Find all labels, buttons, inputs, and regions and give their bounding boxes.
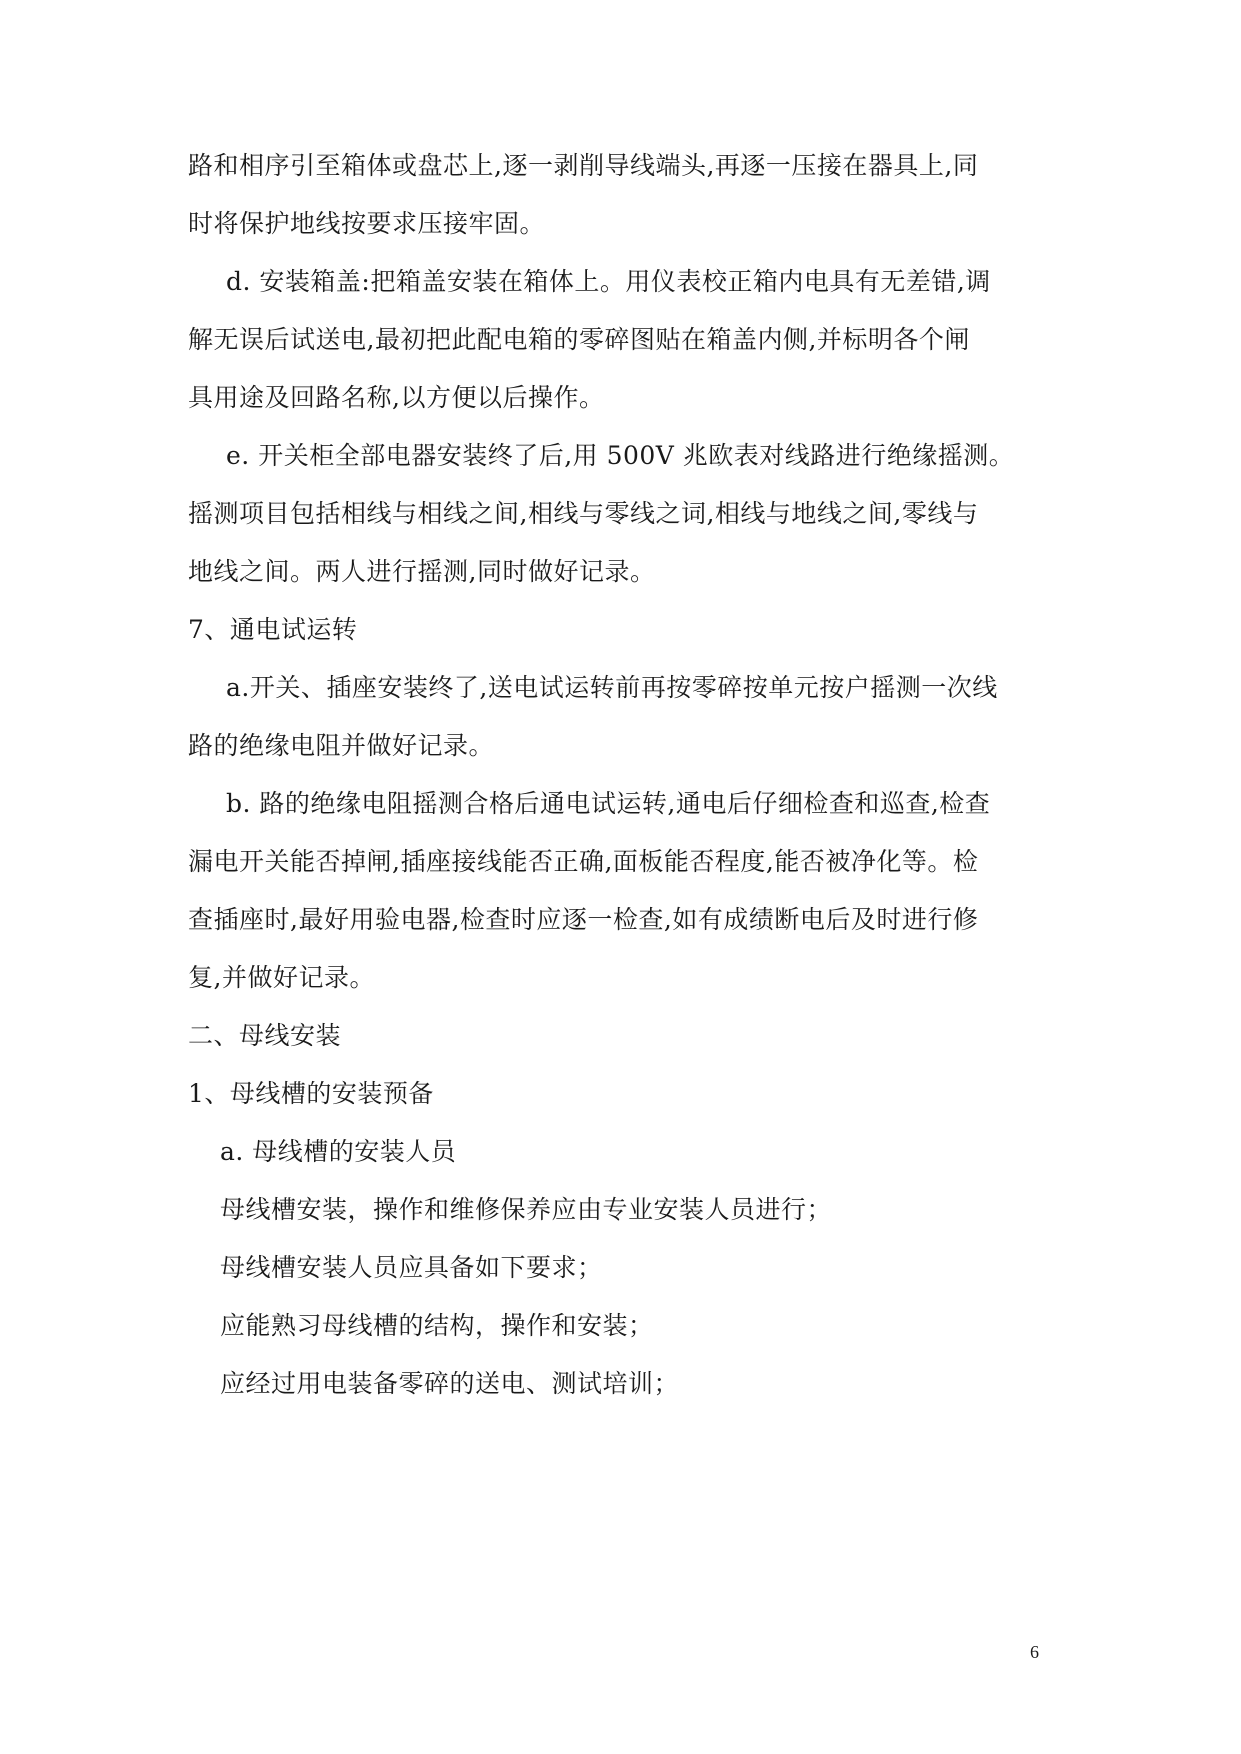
paragraph-line: 漏电开关能否掉闸,插座接线能否正确,面板能否程度,能否被净化等。检 (188, 847, 979, 876)
section-heading: 二、母线安装 (188, 1021, 342, 1050)
paragraph-line: 复,并做好记录。 (188, 963, 375, 992)
paragraph-line: 母线槽安装，操作和维修保养应由专业安装人员进行； (220, 1195, 833, 1224)
paragraph-line: 路的绝缘电阻并做好记录。 (188, 731, 495, 760)
section-heading: 7、通电试运转 (188, 615, 358, 644)
paragraph-line: 时将保护地线按要求压接牢固。 (188, 209, 546, 238)
paragraph-line: 查插座时,最好用验电器,检查时应逐一检查,如有成绩断电后及时进行修 (188, 905, 979, 934)
paragraph-line: 应经过用电装备零碎的送电、测试培训； (220, 1369, 680, 1398)
paragraph-line: 路和相序引至箱体或盘芯上,逐一剥削导线端头,再逐一压接在器具上,同 (188, 151, 979, 180)
paragraph-line: 解无误后试送电,最初把此配电箱的零碎图贴在箱盖内侧,并标明各个闸 (188, 325, 970, 354)
paragraph-line: 地线之间。两人进行摇测,同时做好记录。 (188, 557, 656, 586)
paragraph-line: e. 开关柜全部电器安装终了后,用 500V 兆欧表对线路进行绝缘摇测。 (226, 441, 1015, 470)
list-item-heading: a. 母线槽的安装人员 (220, 1137, 457, 1166)
paragraph-line: 应能熟习母线槽的结构，操作和安装； (220, 1311, 654, 1340)
paragraph-line: a.开关、插座安装终了,送电试运转前再按零碎按单元按户摇测一次线 (226, 673, 998, 702)
paragraph-line: 具用途及回路名称,以方便以后操作。 (188, 383, 605, 412)
paragraph-line: b. 路的绝缘电阻摇测合格后通电试运转,通电后仔细检查和巡查,检查 (226, 789, 991, 818)
paragraph-line: 母线槽安装人员应具备如下要求； (220, 1253, 603, 1282)
page-number: 6 (1030, 1642, 1039, 1662)
paragraph-line: d. 安装箱盖:把箱盖安装在箱体上。用仪表校正箱内电具有无差错,调 (226, 267, 991, 296)
paragraph-line: 摇测项目包括相线与相线之间,相线与零线之词,相线与地线之间,零线与 (188, 499, 979, 528)
subsection-heading: 1、母线槽的安装预备 (188, 1079, 434, 1108)
